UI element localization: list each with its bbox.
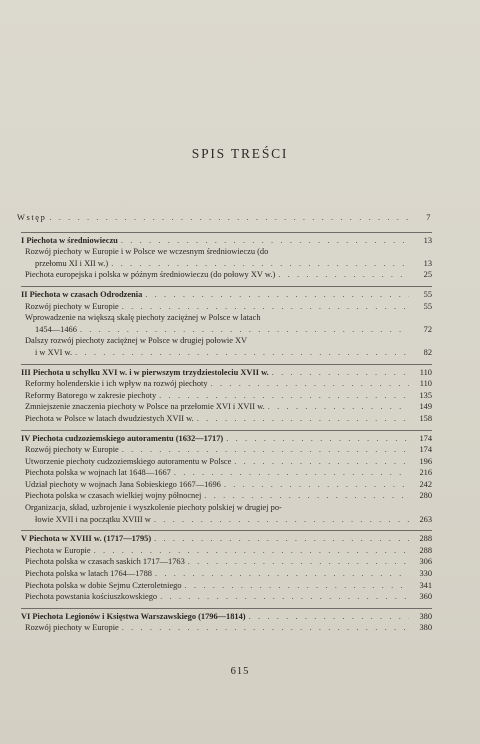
- toc-entry-page: 288: [419, 545, 432, 555]
- toc-entry-page: 196: [419, 456, 432, 466]
- toc-entry-title: Udział piechoty w wojnach Jana Sobieskiego 1667—1696: [25, 479, 221, 489]
- toc-entry-page: 135: [419, 390, 432, 400]
- leader-dots: [155, 568, 409, 580]
- toc-entry-last-line: [25, 258, 432, 270]
- toc-entry: [21, 591, 432, 603]
- toc-section-heading-row: [21, 433, 432, 445]
- toc-entry-page: 280: [419, 491, 432, 501]
- leader-dots: [278, 269, 409, 281]
- toc-entry-title-line: Organizacja, skład, uzbrojenie i wyszkolenie piechoty polskiej w drugiej po-: [25, 503, 282, 513]
- toc-entry-title: Piechota w Polsce w latach dwudziestych XVII w.: [25, 413, 194, 423]
- toc-intro-label: Wstęp: [17, 213, 47, 222]
- toc-section-page: 13: [423, 235, 432, 245]
- leader-dots: [224, 479, 409, 491]
- toc-entry-page: 341: [419, 580, 432, 590]
- toc-section: [21, 430, 432, 526]
- leader-dots: [188, 556, 409, 568]
- toc-entry-title-line: przełomu XI i XII w.): [35, 258, 109, 268]
- toc-section: [21, 286, 432, 359]
- toc-section-page: 380: [419, 611, 432, 621]
- toc-section-heading-row: [21, 289, 432, 301]
- toc-entry-title: Reformy holenderskie i ich wpływ na rozwój piechoty: [25, 379, 208, 389]
- toc-section-heading: V Piechota w XVIII w. (1717—1795): [21, 534, 152, 544]
- leader-dots: [122, 622, 409, 634]
- toc-entry-title-line: 1454—1466: [35, 324, 77, 334]
- toc-entry-title-line: Rozwój piechoty w Europie i w Polsce we wczesnym średniowieczu (do: [25, 247, 269, 257]
- toc-entry: [21, 467, 432, 479]
- leader-dots: [226, 433, 409, 445]
- toc-entry-page: 380: [419, 623, 432, 633]
- toc-intro-page: 7: [426, 213, 432, 222]
- toc-section-heading: VI Piechota Legionów i Księstwa Warszawskiego (1796—1814): [21, 611, 246, 621]
- leader-dots: [249, 611, 409, 623]
- leader-dots: [145, 289, 409, 301]
- toc-entry-title-line: i w XVI w.: [35, 347, 73, 357]
- toc-section-page: 110: [419, 367, 432, 377]
- leader-dots: [272, 367, 409, 379]
- toc-entry: [21, 269, 432, 281]
- toc-entry-title-line: Dalszy rozwój piechoty zaciężnej w Polsce w drugiej połowie XV: [25, 336, 248, 346]
- leader-dots: [111, 258, 409, 270]
- leader-dots: [268, 401, 409, 413]
- toc-section-heading-row: [21, 235, 432, 247]
- toc-entry-page: 82: [423, 347, 432, 357]
- toc-entry: [21, 580, 432, 592]
- toc-section-heading: III Piechota u schyłku XVI w. i w pierwszym trzydziestoleciu XVII w.: [21, 367, 269, 377]
- toc-section-heading-row: [21, 611, 432, 623]
- toc-entry: [21, 335, 432, 358]
- leader-dots: [49, 212, 409, 224]
- toc-section-heading-row: [21, 367, 432, 379]
- toc-entry: [21, 401, 432, 413]
- toc-entry-page: 263: [419, 514, 432, 524]
- leader-dots: [121, 235, 409, 247]
- toc-entry-page: 72: [423, 324, 432, 334]
- leader-dots: [159, 390, 409, 402]
- toc-entry-page: 174: [419, 445, 432, 455]
- toc-entry-title-line: łowie XVII i na początku XVIII w: [35, 514, 151, 524]
- leader-dots: [80, 324, 409, 336]
- toc-entry: [21, 246, 432, 269]
- toc-entry-page: 242: [419, 479, 432, 489]
- toc-entry-title: Piechota polska w wojnach lat 1648—1667: [25, 468, 171, 478]
- leader-dots: [94, 545, 409, 557]
- toc-entry: [21, 301, 432, 313]
- toc-section-heading: II Piechota w czasach Odrodzenia: [21, 289, 143, 299]
- toc-entry: [21, 502, 432, 525]
- leader-dots: [174, 467, 409, 479]
- toc-entry-title: Utworzenie piechoty cudzoziemskiego autoramentu w Polsce: [25, 456, 232, 466]
- toc-entry-page: 149: [419, 402, 432, 412]
- toc-section-heading: IV Piechota cudzoziemskiego autoramentu (1632—1717): [21, 433, 224, 443]
- toc-section: [21, 364, 432, 425]
- toc-entry-last-line: [25, 324, 432, 336]
- toc-entry-page: 330: [419, 569, 432, 579]
- toc-entry-title: Rozwój piechoty w Europie: [25, 301, 119, 311]
- toc-entry-title-line: Wprowadzenie na większą skalę piechoty zaciężnej w Polsce w latach: [25, 313, 261, 323]
- toc-entry-last-line: [25, 514, 432, 526]
- toc-entry-page: 158: [419, 413, 432, 423]
- leader-dots: [204, 490, 409, 502]
- toc-entry: [21, 312, 432, 335]
- toc-entry-page: 110: [419, 379, 432, 389]
- toc-section: [21, 232, 432, 281]
- toc-entry: [21, 378, 432, 390]
- leader-dots: [160, 591, 409, 603]
- toc-intro-row: [17, 212, 432, 224]
- toc-entry: [21, 479, 432, 491]
- leader-dots: [154, 514, 409, 526]
- toc-entry: [21, 568, 432, 580]
- table-of-contents: [17, 212, 432, 639]
- toc-section-heading: I Piechota w średniowieczu: [21, 235, 118, 245]
- toc-entry-title: Piechota polska w dobie Sejmu Czteroletniego: [25, 580, 182, 590]
- toc-entry-page: 306: [419, 557, 432, 567]
- toc-entry-title: Zmniejszenie znaczenia piechoty w Polsce na przełomie XVI i XVII w.: [25, 402, 265, 412]
- toc-entry-title: Piechota polska w czasach saskich 1717—1763: [25, 557, 185, 567]
- toc-entry-title: Piechota europejska i polska w późnym średniowieczu (do połowy XV w.): [25, 270, 276, 280]
- toc-entry: [21, 622, 432, 634]
- toc-entry-title: Reformy Batorego w zakresie piechoty: [25, 390, 157, 400]
- toc-entry-page: 25: [423, 270, 432, 280]
- leader-dots: [75, 347, 409, 359]
- leader-dots: [122, 301, 409, 313]
- toc-section: [21, 530, 432, 603]
- toc-section-heading-row: [21, 533, 432, 545]
- toc-entry: [21, 413, 432, 425]
- toc-entry-last-line: [25, 347, 432, 359]
- toc-section-page: 55: [423, 289, 432, 299]
- leader-dots: [197, 413, 409, 425]
- toc-entry: [21, 556, 432, 568]
- toc-entry: [21, 444, 432, 456]
- toc-section-page: 174: [419, 433, 432, 443]
- toc-section: [21, 608, 432, 634]
- toc-sections: [17, 232, 432, 634]
- leader-dots: [211, 378, 409, 390]
- toc-entry-title: Rozwój piechoty w Europie: [25, 445, 119, 455]
- leader-dots: [234, 456, 409, 468]
- toc-entry: [21, 390, 432, 402]
- toc-entry-title: Piechota w Europie: [25, 545, 91, 555]
- page-number: 615: [230, 666, 250, 677]
- toc-entry-title: Rozwój piechoty w Europie: [25, 623, 119, 633]
- toc-entry: [21, 545, 432, 557]
- leader-dots: [122, 444, 409, 456]
- toc-entry-page: 13: [423, 258, 432, 268]
- toc-entry-title: Piechota powstania kościuszkowskiego: [25, 592, 158, 602]
- toc-section-page: 288: [419, 534, 432, 544]
- toc-entry-page: 55: [423, 301, 432, 311]
- toc-entry: [21, 490, 432, 502]
- toc-entry: [21, 456, 432, 468]
- leader-dots: [185, 580, 409, 592]
- toc-entry-title: Piechota polska w czasach wielkiej wojny północnej: [25, 491, 202, 501]
- toc-entry-title: Piechota polska w latach 1764—1788: [25, 569, 152, 579]
- page-title: SPIS TREŚCI: [191, 146, 289, 161]
- leader-dots: [154, 533, 409, 545]
- toc-entry-page: 216: [419, 468, 432, 478]
- toc-entry-page: 360: [419, 592, 432, 602]
